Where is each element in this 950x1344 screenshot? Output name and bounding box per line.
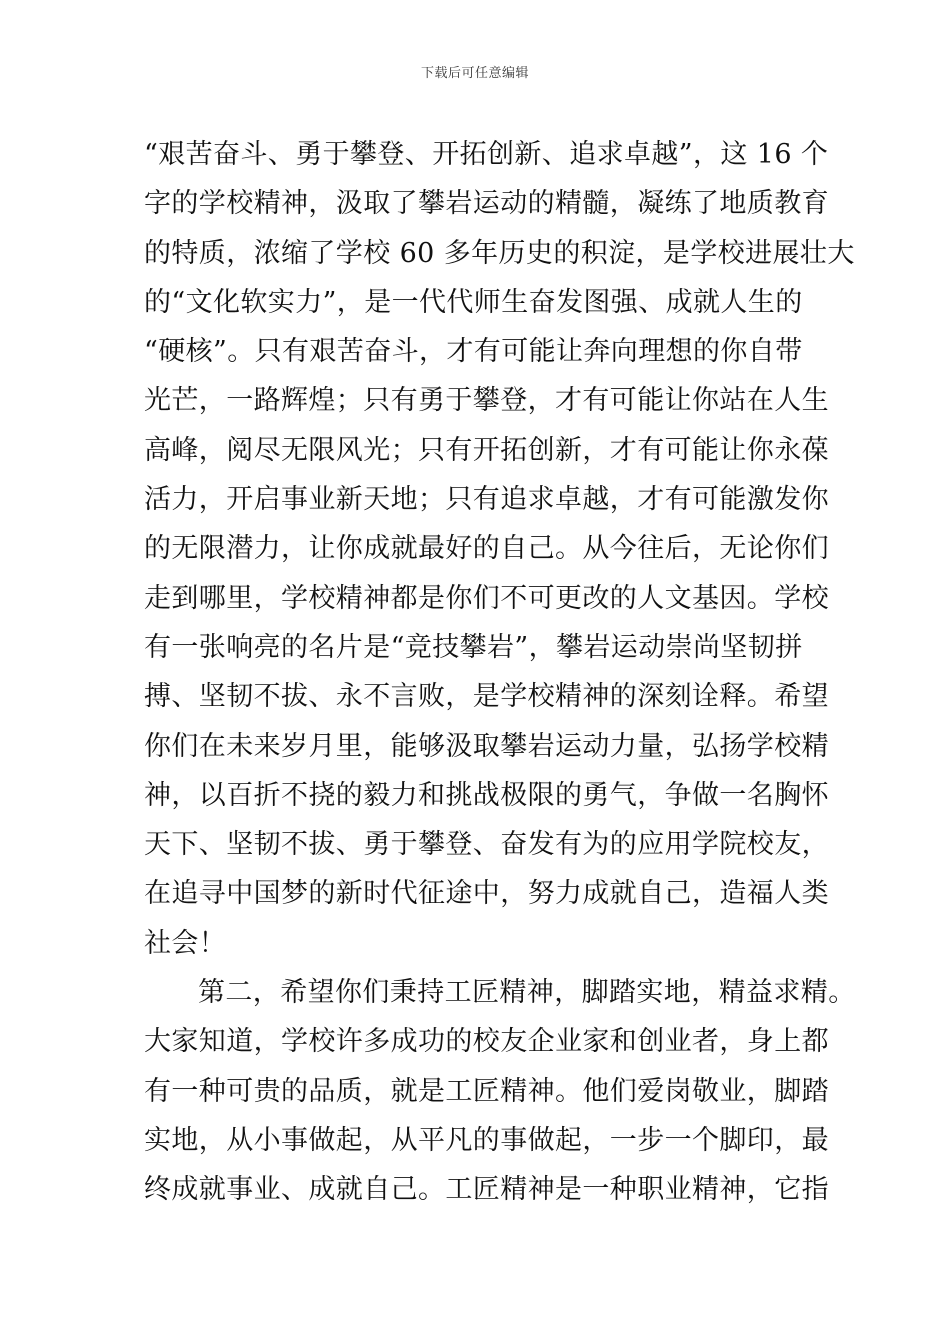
document-body	[144, 130, 856, 1215]
text-line: 高峰，阅尽无限风光；只有开拓创新，才有可能让你永葆	[144, 434, 829, 466]
text-line: 大家知道，学校许多成功的校友企业家和创业者，身上都	[144, 1026, 829, 1058]
text-line: “艰苦奋斗、勇于攀登、开拓创新、追求卓越”，这 16 个	[144, 139, 829, 170]
text-line: 实地，从小事做起，从平凡的事做起，一步一个脚印，最	[144, 1124, 829, 1156]
paragraph-start-line: 第二，希望你们秉持工匠精神，脚踏实地，精益求精。	[198, 977, 856, 1009]
text-line: 有一种可贵的品质，就是工匠精神。他们爱岗敬业，脚踏	[144, 1075, 829, 1107]
text-line: 在追寻中国梦的新时代征途中，努力成就自己，造福人类	[144, 878, 829, 910]
text-line: 的“文化软实力”，是一代代师生奋发图强、成就人生的	[144, 286, 803, 318]
text-line: 光芒，一路辉煌；只有勇于攀登，才有可能让你站在人生	[144, 385, 829, 417]
text-line: 的无限潜力，让你成就最好的自己。从今往后，无论你们	[144, 533, 829, 565]
text-line: 有一张响亮的名片是“竞技攀岩”，攀岩运动崇尚坚韧拼	[144, 631, 803, 663]
text-line: 终成就事业、成就自己。工匠精神是一种职业精神，它指	[144, 1174, 829, 1206]
text-line: 的特质，浓缩了学校 60 多年历史的积淀，是学校进展壮大	[144, 237, 855, 269]
text-line: 活力，开启事业新天地；只有追求卓越，才有可能激发你	[144, 484, 829, 516]
page-header-note: 下载后可任意编辑	[420, 66, 529, 81]
text-line: 走到哪里，学校精神都是你们不可更改的人文基因。学校	[144, 582, 829, 614]
text-line: 字的学校精神，汲取了攀岩运动的精髓，凝练了地质教育	[144, 188, 829, 220]
text-line: 你们在未来岁月里，能够汲取攀岩运动力量，弘扬学校精	[144, 730, 829, 762]
text-line: 天下、坚韧不拔、勇于攀登、奋发有为的应用学院校友，	[144, 829, 829, 861]
text-line: “硬核”。只有艰苦奋斗，才有可能让奔向理想的你自带	[144, 336, 803, 368]
text-line: 社会！	[144, 927, 227, 959]
text-line: 神，以百折不挠的毅力和挑战极限的勇气，争做一名胸怀	[144, 779, 829, 811]
text-line: 搏、坚韧不拔、永不言败，是学校精神的深刻诠释。希望	[144, 681, 829, 713]
